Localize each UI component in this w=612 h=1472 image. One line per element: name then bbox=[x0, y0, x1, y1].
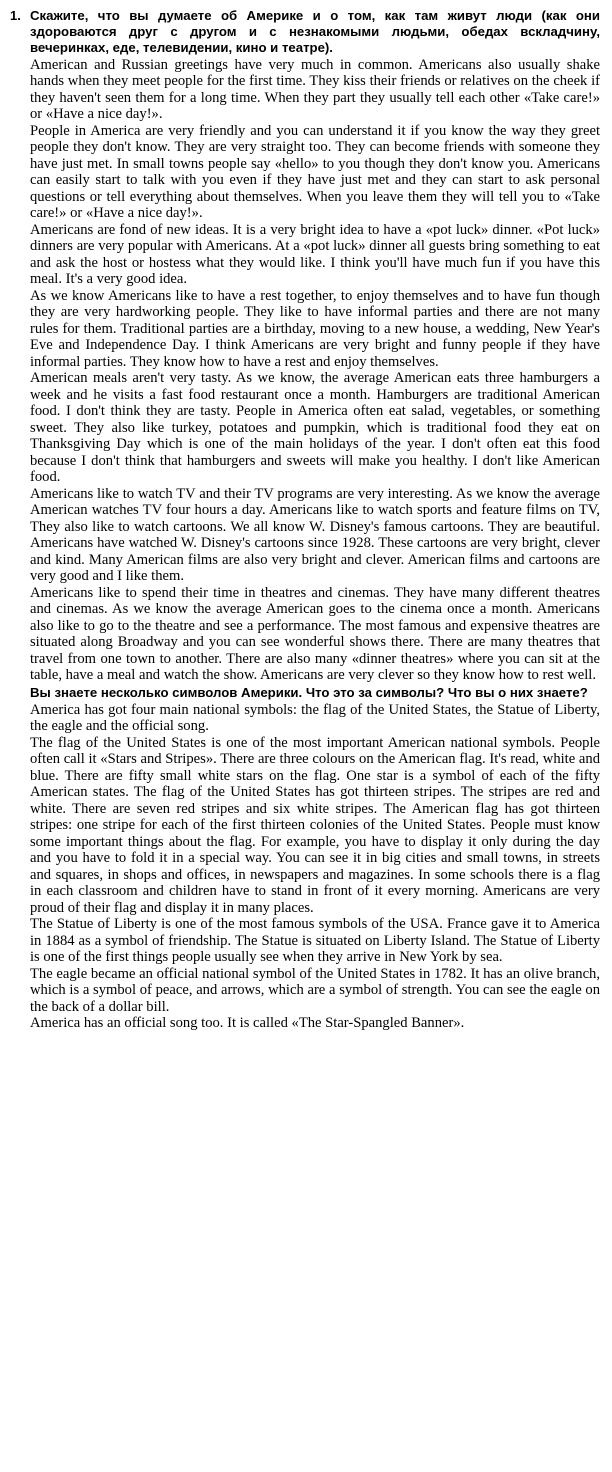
subheading-wrap bbox=[10, 685, 600, 701]
paragraph: America has got four main national symbols: the flag of the United States, the Statue of Liberty, the eagle and the official song. bbox=[30, 701, 600, 735]
paragraph: Americans like to spend their time in theatres and cinemas. They have many different theatres and cinemas. As we know the average American goes to the cinema once a month. Americans also like to go to the theatre and see a performance. The most famous and expensive theatres are situated along Broadway and you can see wonderful shows there. There are many theatres that travel from one town to another. There are also many «dinner theatres» where you can sit at the table, have a meal and watch the show. Americans are very clever so they know how to rest well. bbox=[30, 584, 600, 684]
question-block bbox=[10, 8, 600, 57]
question-number: 1. bbox=[10, 8, 21, 23]
subheading: Вы знаете несколько символов Америки. Что это за символы? Что вы о них знаете? bbox=[30, 684, 588, 700]
paragraph: The Statue of Liberty is one of the most famous symbols of the USA. France gave it to America in 1884 as a symbol of friendship. The Statue is situated on Liberty Island. The Statue of Liberty is one of the first things people usually see when they arrive in New York by sea. bbox=[30, 916, 600, 966]
answer-body bbox=[10, 57, 600, 684]
paragraph: The flag of the United States is one of the most important American national symbols. People often call it «Stars and Stripes». There are three colours on the American flag. It's read, white and blue. There are fifty small white stars on the flag. One star is a symbol of each of the fifty American states. The flag of the United States has got thirteen stripes. The stripes are red and white. There are seven red stripes and six white stripes. The American flag has got thirteen stripes: one stripe for each of the first thirteen colonies of the United States. People must know some important things about the flag. For example, you have to display it only during the day and you have to fold it in a special way. You can see it in big cities and small towns, in streets and squares, in shops and offices, in newspapers and magazines. In some schools there is a flag in each classroom and children have to stand in front of it every morning. Americans are very proud of their flag and display it in many places. bbox=[30, 734, 600, 916]
paragraph: Americans are fond of new ideas. It is a very bright idea to have a «pot luck» dinner. «Pot luck» dinners are very popular with Americans. At a «pot luck» dinner all guests bring something to eat and ask the host or hostess what they would like. I think you'll have much fun if you have this meal. It's a very good idea. bbox=[30, 221, 600, 288]
paragraph: People in America are very friendly and you can understand it if you know the way they greet people they don't know. They are very straight too. They can become friends with someone they have just met. In small towns people say «hello» to you though they don't know you. Americans can easily start to talk with you even if they have just met and they can start to ask personal questions or tell everything about themselves. When you leave them they will tell you to «Take care!» or «Have a nice day!». bbox=[30, 122, 600, 222]
paragraph: The eagle became an official national symbol of the United States in 1782. It has an olive branch, which is a symbol of peace, and arrows, which are a symbol of strength. You can see the eagle on the back of a dollar bill. bbox=[30, 965, 600, 1015]
paragraph: As we know Americans like to have a rest together, to enjoy themselves and to have fun though they are very hardworking people. They like to have informal parties and there are not many rules for them. Traditional parties are a birthday, moving to a new house, a wedding, New Year's Eve and Independence Day. I think Americans are very bright and funny people if they have informal parties. They know how to have a rest and enjoy themselves. bbox=[30, 287, 600, 370]
paragraph: American and Russian greetings have very much in common. Americans also usually shake hands when they meet people for the first time. They kiss their friends or relatives on the cheek if they haven't seen them for a long time. When they part they usually tell each other «Take care!» or «Have a nice day!». bbox=[30, 56, 600, 123]
paragraph: Americans like to watch TV and their TV programs are very interesting. As we know the average American watches TV four hours a day. Americans like to watch sports and feature films on TV, They also like to watch cartoons. We all know W. Disney's famous cartoons. They are beautiful. Americans have watched W. Disney's cartoons since 1928. These cartoons are very bright, clever and kind. Many American films are also very bright and clever. American films and cartoons are very good and I like them. bbox=[30, 485, 600, 585]
question-title: Скажите, что вы думаете об Америке и о том, как там живут люди (как они здороваются друг с другом и с незнакомыми людьми, обедах вскладчину, вечеринках, еде, телевидении, кино и театре). bbox=[30, 8, 600, 56]
paragraph: America has an official song too. It is called «The Star-Spangled Banner». bbox=[30, 1015, 465, 1032]
paragraph: American meals aren't very tasty. As we know, the average American eats three hamburgers a week and he visits a fast food restaurant once a month. Hamburgers are traditional American food. I don't think they are tasty. People in America often eat salad, vegetables, or something sweet. They also like turkey, potatoes and pumpkin, which is traditional food they eat on Thanksgiving Day which is one of the main holidays of the year. I don't often eat this food because I don't think that hamburgers and sweets will make you healthy. I don't like American food. bbox=[30, 370, 600, 486]
answer-body-2 bbox=[10, 702, 600, 1032]
